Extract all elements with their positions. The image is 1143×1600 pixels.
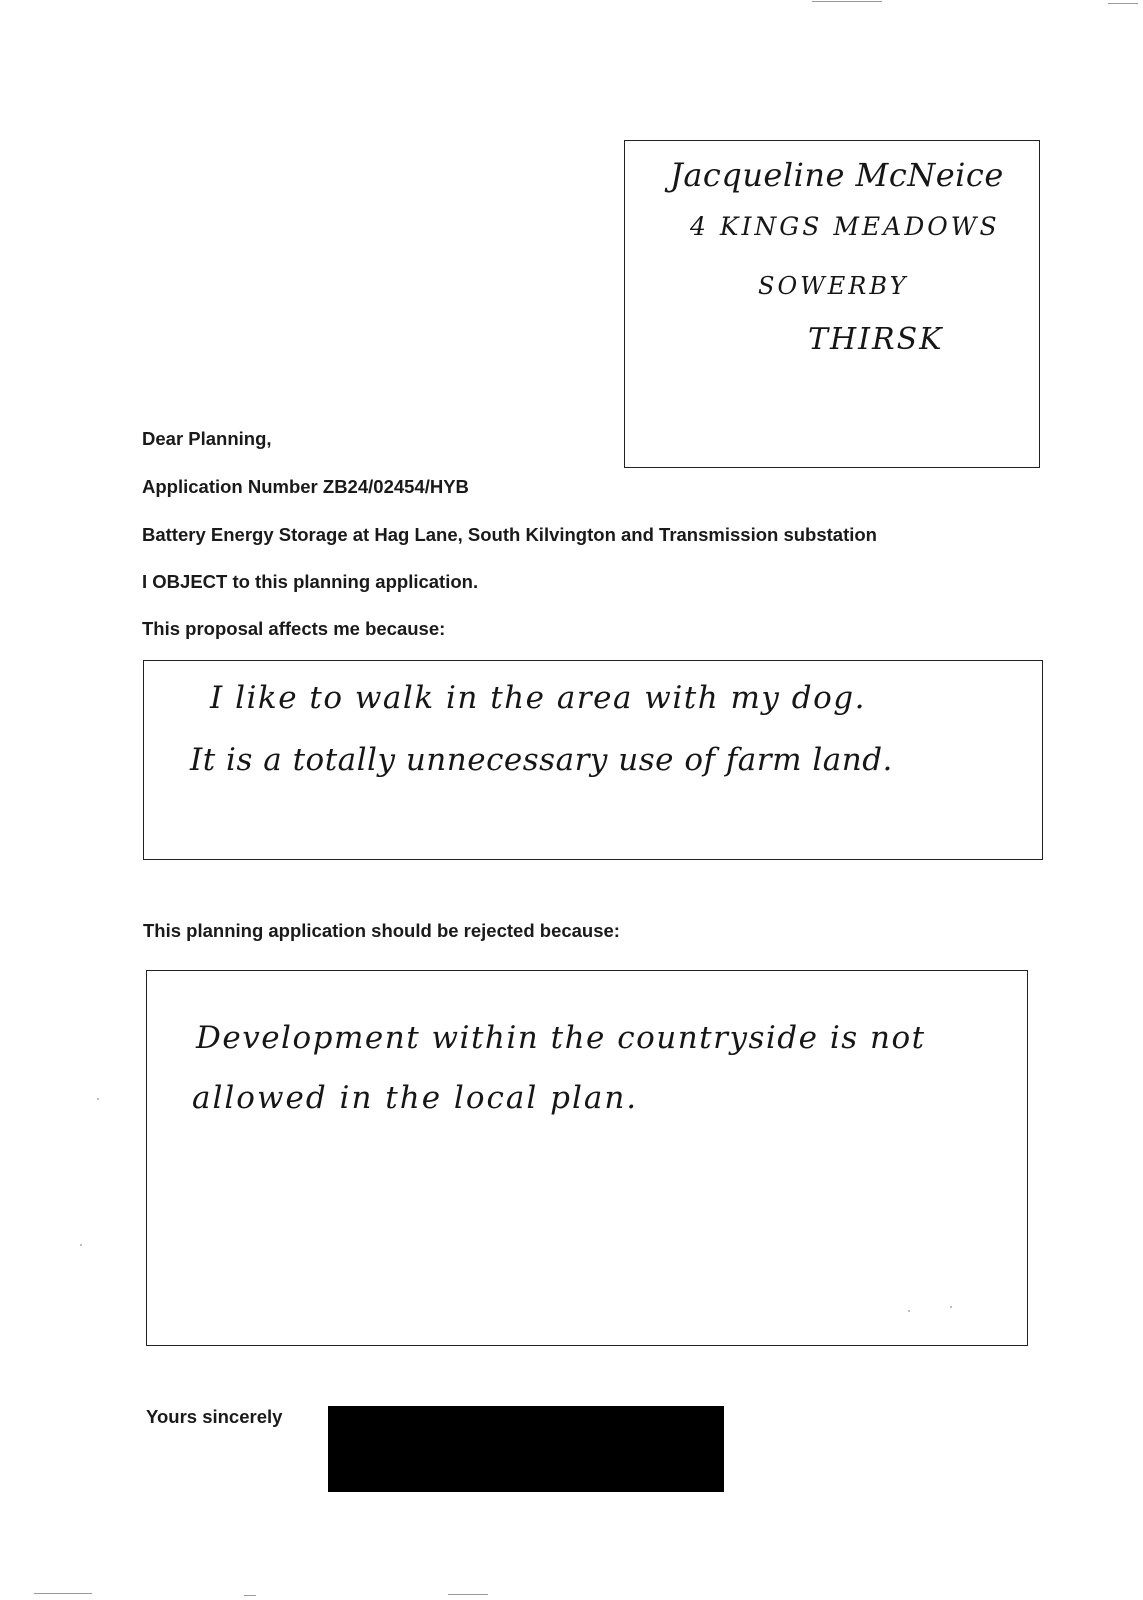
project-title: Battery Energy Storage at Hag Lane, South Kilvington and Transmission substation [142, 524, 877, 545]
application-number: Application Number ZB24/02454/HYB [142, 476, 469, 497]
address-line-3: THIRSK [808, 322, 944, 357]
address-line-2: SOWERBY [758, 272, 909, 300]
scan-mark [448, 1594, 488, 1595]
reject-line-2: allowed in the local plan. [192, 1080, 639, 1116]
scan-dot [97, 1098, 99, 1100]
affects-line-1: I like to walk in the area with my dog. [210, 680, 866, 716]
scan-mark [812, 1, 882, 2]
affects-line-2: It is a totally unnecessary use of farm land. [190, 742, 893, 778]
scan-mark [244, 1595, 256, 1596]
scan-dot [80, 1244, 82, 1246]
scan-mark [34, 1593, 92, 1594]
reject-heading: This planning application should be rejected because: [143, 920, 620, 941]
closing: Yours sincerely [146, 1406, 283, 1427]
objection-statement: I OBJECT to this planning application. [142, 571, 479, 592]
salutation: Dear Planning, [142, 428, 272, 449]
signature-redaction [328, 1406, 724, 1492]
affects-heading: This proposal affects me because: [142, 618, 446, 639]
reject-line-1: Development within the countryside is not [196, 1020, 926, 1056]
scan-mark [1108, 3, 1138, 4]
address-line-1: 4 KINGS MEADOWS [690, 212, 1000, 241]
sender-name: Jacqueline McNeice [670, 156, 1004, 194]
